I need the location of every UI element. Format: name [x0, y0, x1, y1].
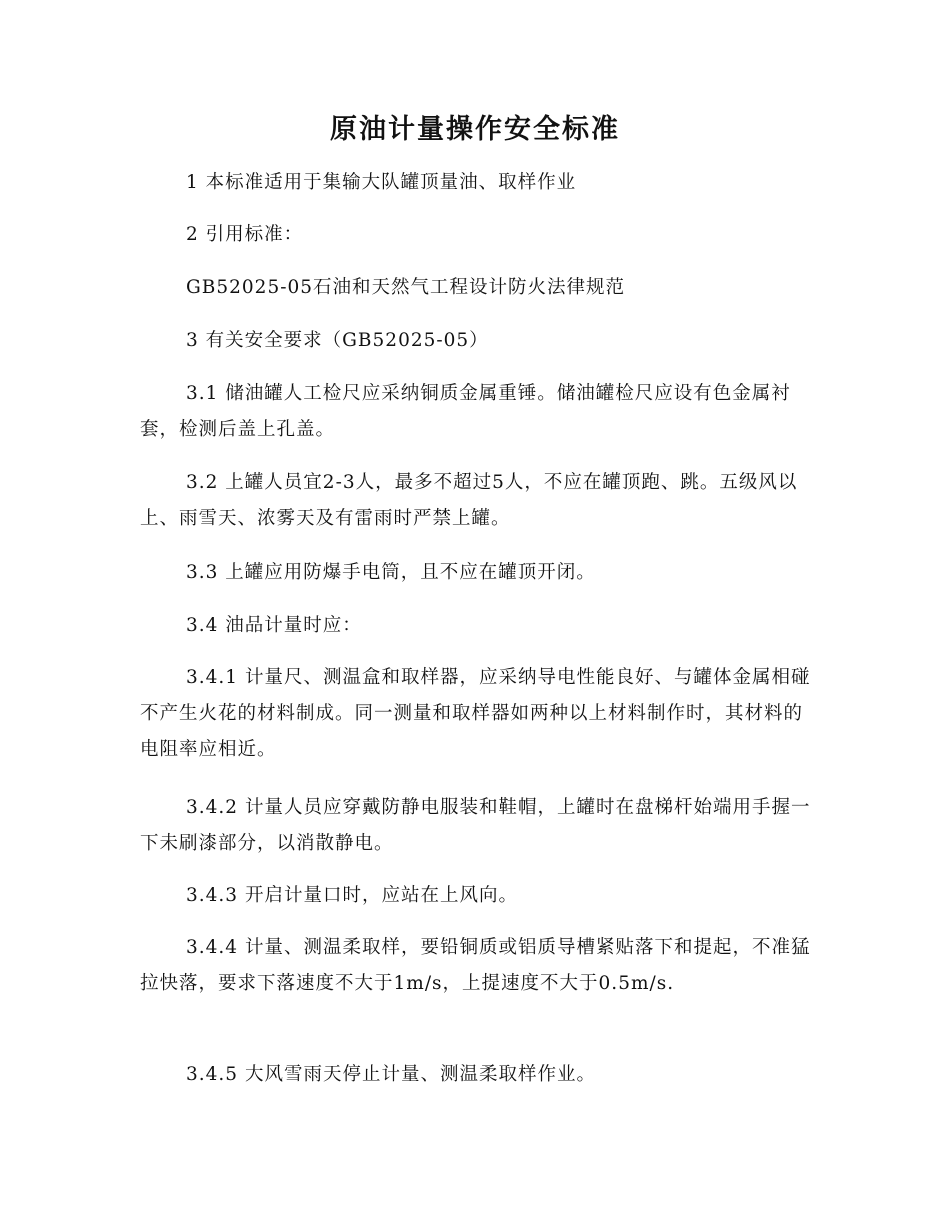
paragraph-3-4: 3.4 油品计量时应：: [186, 615, 362, 636]
paragraph-3-1: 3.1 储油罐人工检尺应采纳铜质金属重锤。储油罐检尺应设有色金属衬套，检测后盖上孔盖。: [140, 383, 791, 440]
paragraph-reference-standard: GB52025-05石油和天然气工程设计防火法律规范: [186, 277, 626, 298]
paragraph-3-4-2: 3.4.2 计量人员应穿戴防静电服装和鞋帽，上罐时在盘梯杆始端用手握一下未刷漆部分，以消散静电。: [140, 797, 811, 854]
paragraph-safety-requirements-heading: 3 有关安全要求（GB52025-05）: [186, 330, 489, 351]
paragraph-scope: 1 本标准适用于集输大队罐顶量油、取样作业: [186, 172, 577, 193]
paragraph-3-4-4: 3.4.4 计量、测温柔取样，要铅铜质或铝质导槽紧贴落下和提起，不准猛拉快落，要求下落速度不大于1m/s，上提速度不大于0.5m/s.: [140, 937, 811, 994]
paragraph-3-3: 3.3 上罐应用防爆手电筒，且不应在罐顶开闭。: [186, 562, 596, 583]
paragraph-references-heading: 2 引用标准：: [186, 224, 304, 245]
paragraph-3-4-3: 3.4.3 开启计量口时，应站在上风向。: [186, 885, 518, 906]
paragraph-3-2: 3.2 上罐人员宜2-3人，最多不超过5人，不应在罐顶跑、跳。五级风以上、雨雪天、浓雾天及有雷雨时严禁上罐。: [140, 472, 798, 529]
document-title: 原油计量操作安全标准: [330, 114, 620, 145]
paragraph-3-4-1: 3.4.1 计量尺、测温盒和取样器，应采纳导电性能良好、与罐体金属相碰不产生火花的材料制成。同一测量和取样器如两种以上材料制作时，其材料的电阻率应相近。: [140, 667, 811, 760]
paragraph-3-4-5: 3.4.5 大风雪雨天停止计量、测温柔取样作业。: [186, 1064, 596, 1085]
